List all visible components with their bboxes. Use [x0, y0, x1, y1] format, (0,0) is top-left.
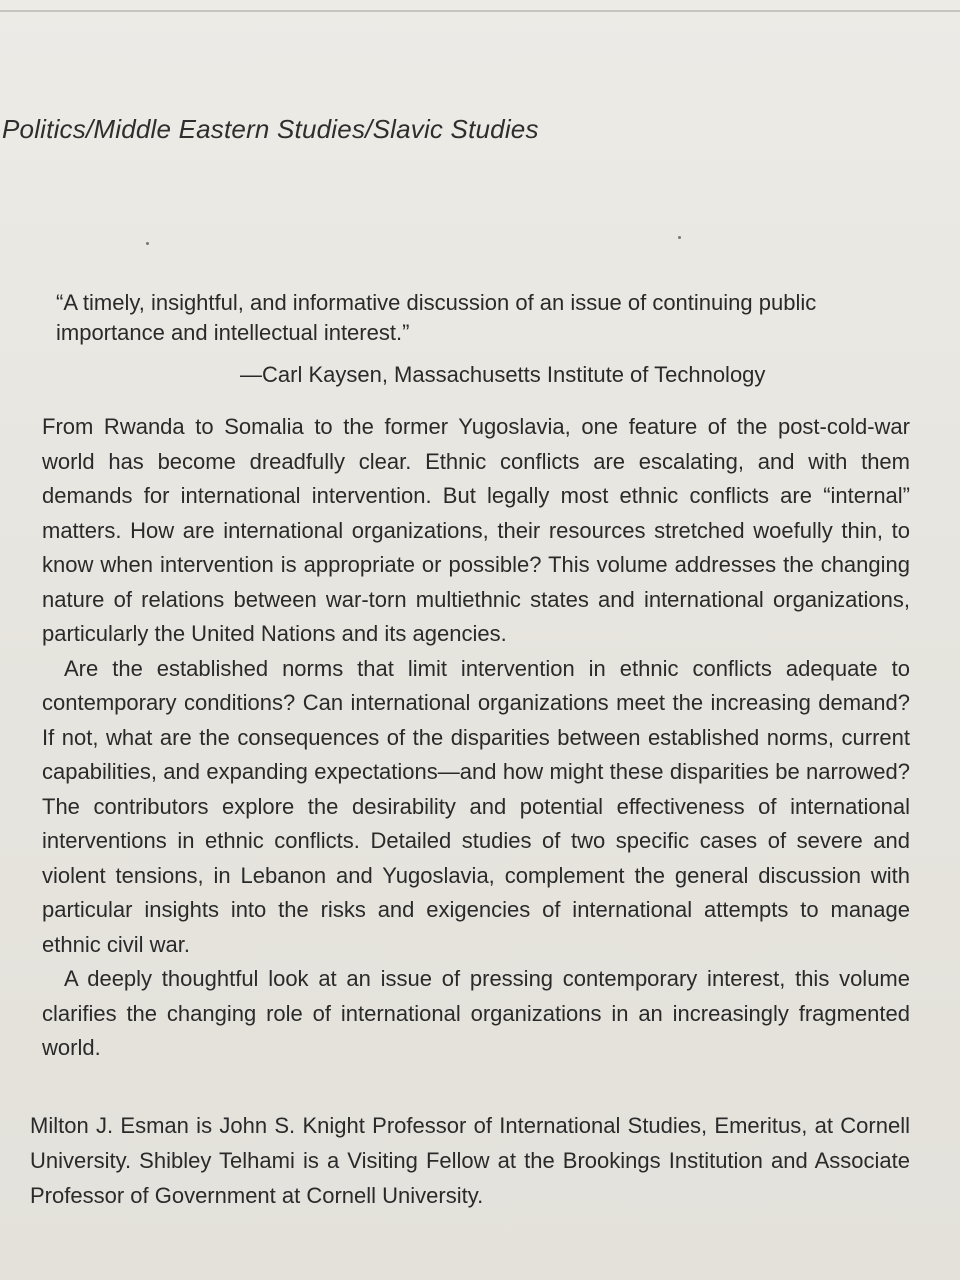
description-paragraph-3: A deeply thoughtful look at an issue of pressing contemporary interest, this volume clarifies the changing role of international organizations in an increasingly fragmented world. [42, 966, 910, 1060]
blurb-quote: “A timely, insightful, and informative discussion of an issue of continuing public importance and intellectual interest.” [56, 290, 817, 345]
description-paragraph-1: From Rwanda to Somalia to the former Yugoslavia, one feature of the post-cold-war world has become dreadfully clear. Ethnic conflicts are escalating, and with them demands for international intervention. But legally most ethnic conflicts are “internal” matters. How are international organizations, their resources stretched woefully thin, to know when intervention is appropriate or possible? This volume addresses the changing nature of relations between war-torn multiethnic states and international organizations, particularly the United Nations and its agencies. [42, 414, 910, 646]
description-paragraph-2: Are the established norms that limit intervention in ethnic conflicts adequate to contemporary conditions? Can international organizations meet the increasing demand? If not, what are the consequences of the disparities between established norms, current capabilities, and expanding expectations—and how might these disparities be narrowed? The contributors explore the desirability and potential effectiveness of international interventions in ethnic conflicts. Detailed studies of two specific cases of severe and violent tensions, in Lebanon and Yugoslavia, complement the general discussion with particular insights into the risks and exigencies of international attempts to manage ethnic civil war. [42, 655, 910, 957]
speck-mark [146, 242, 149, 245]
editors-bio: Milton J. Esman is John S. Knight Professor of International Studies, Emeritus, at Cornell University. Shibley Telhami is a Visiting Fellow at the Brookings Institution and Associate Professor of Government at Cornell University. [30, 1113, 910, 1208]
subject-category: Politics/Middle Eastern Studies/Slavic Studies [2, 114, 539, 144]
description [42, 410, 910, 1066]
speck-mark [678, 236, 681, 239]
blurb-attribution: —Carl Kaysen, Massachusetts Institute of Technology [240, 362, 766, 387]
top-edge-line [0, 10, 960, 12]
